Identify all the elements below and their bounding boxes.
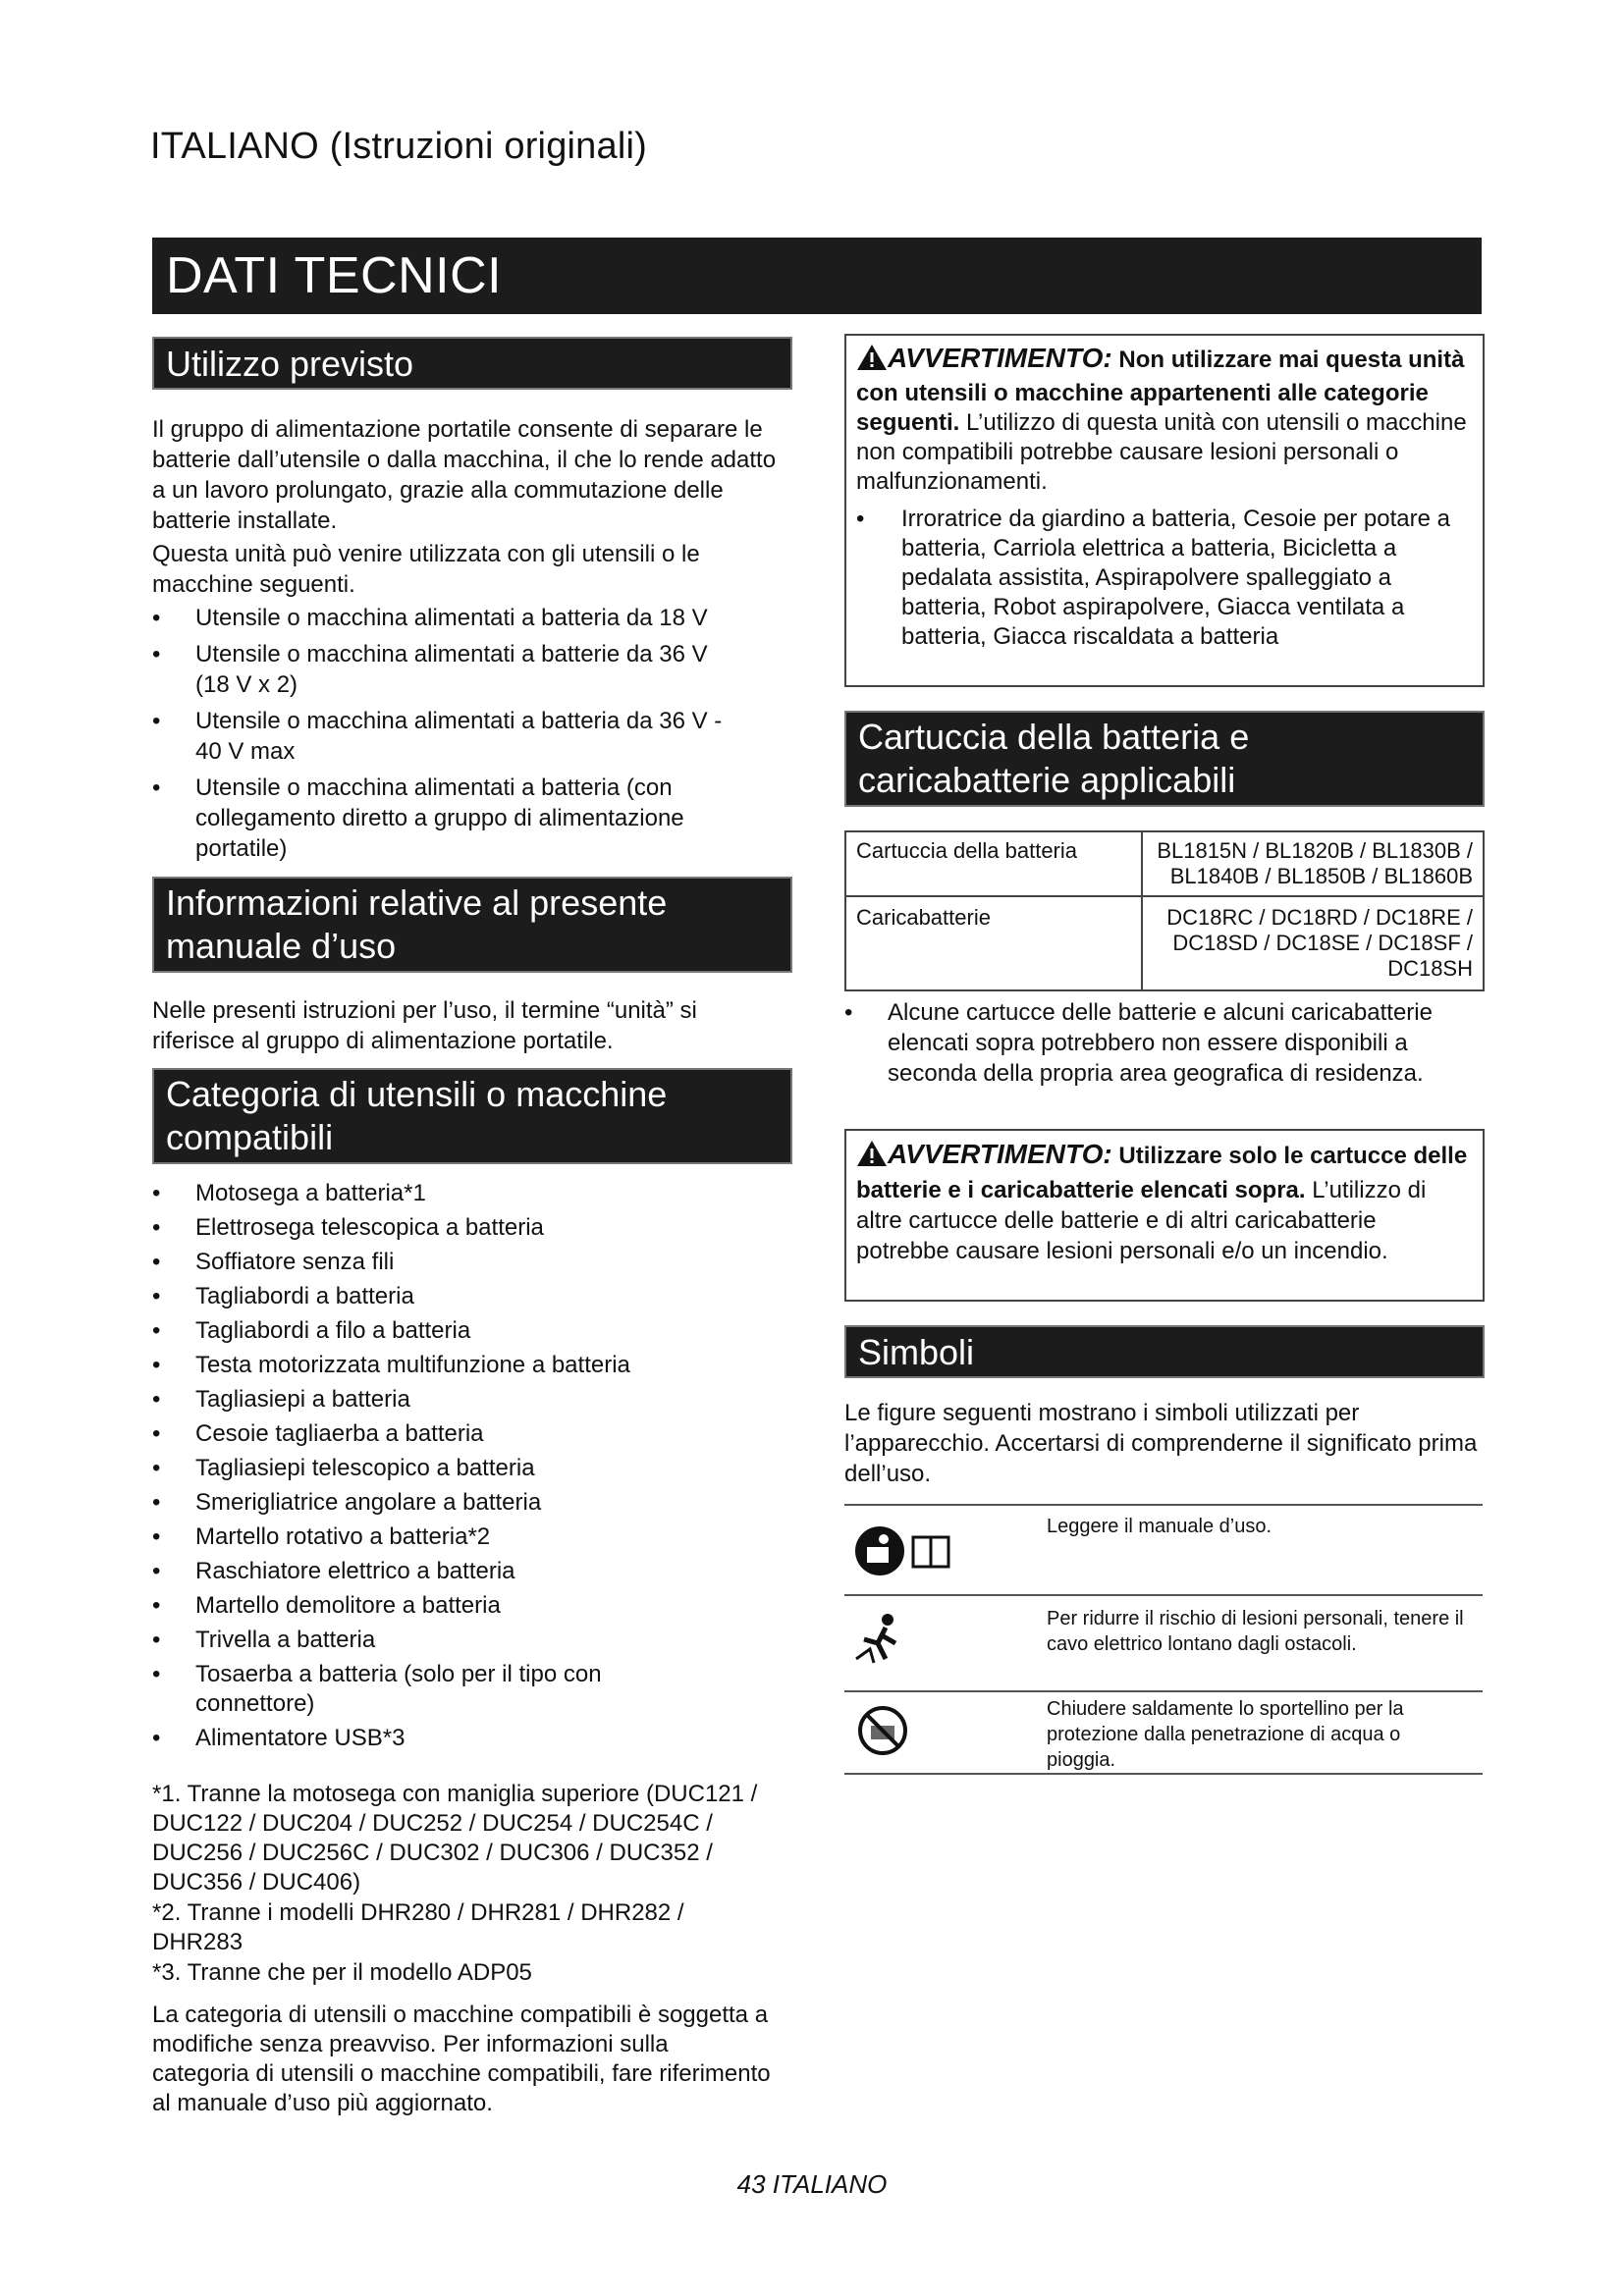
read-manual-icon [852, 1523, 990, 1583]
trip-hazard-icon [852, 1610, 911, 1674]
warning-icon [856, 344, 888, 379]
list-item: • Elettrosega telescopica a batteria [152, 1214, 544, 1241]
section-heading-simboli: Simboli [844, 1325, 1485, 1378]
list-item: • Utensile o macchina alimentati a batteria da 18 V [152, 605, 708, 631]
section-heading-info: Informazioni relative al presente manuale d’uso [152, 877, 792, 973]
list-item: • Cesoie tagliaerba a batteria [152, 1420, 484, 1447]
footnote-3: *3. Tranne che per il modello ADP05 [152, 1959, 532, 1986]
list-item: • Tagliabordi a filo a batteria [152, 1317, 471, 1344]
list-item: • Tagliasiepi telescopico a batteria [152, 1455, 535, 1481]
section-heading-utilizzo: Utilizzo previsto [152, 337, 792, 390]
table-row: Chiudere saldamente lo sportellino per la protezione dalla penetrazione di acqua o pioggia. [844, 1690, 1483, 1775]
list-item: • Alimentatore USB*3 [152, 1725, 406, 1751]
table-row: Per ridurre il rischio di lesioni personali, tenere il cavo elettrico lontano dagli ostacoli. [844, 1594, 1483, 1690]
page-footer: 43 ITALIANO [736, 2169, 888, 2199]
list-item: • Trivella a batteria [152, 1627, 376, 1653]
table-cell-label: Cartuccia della batteria [845, 831, 1142, 896]
list-item: • Tagliasiepi a batteria [152, 1386, 410, 1413]
list-item: • Raschiatore elettrico a batteria [152, 1558, 515, 1584]
list-item: • Tagliabordi a batteria [152, 1283, 414, 1309]
warning-icon [856, 1140, 888, 1175]
table-cell-value: DC18RC / DC18RD / DC18RE / DC18SD / DC18SE / DC18SF / DC18SH [1142, 896, 1484, 990]
battery-charger-table [844, 830, 1485, 991]
list-item: • Testa motorizzata multifunzione a batteria [152, 1352, 630, 1378]
categoria-closing-paragraph: La categoria di utensili o macchine compatibili è soggetta a modifiche senza preavviso. Per informazioni sulla categoria di utensili o macchine compatibili, fare riferimento al manuale d’uso più aggiornato. [152, 2002, 771, 2116]
table-cell-value: BL1815N / BL1820B / BL1830B / BL1840B / BL1850B / BL1860B [1142, 831, 1484, 896]
list-item: • Soffiatore senza fili [152, 1249, 395, 1275]
language-header: ITALIANO (Istruzioni originali) [150, 126, 647, 167]
section-heading-categoria: Categoria di utensili o macchine compatibili [152, 1068, 792, 1164]
utilizzo-paragraph-1: Il gruppo di alimentazione portatile consente di separare le batterie dall’utensile o dalla macchina, il che lo rende adatto a un lavoro prolungato, grazie alla commutazione delle batterie installate. [152, 416, 777, 534]
warning-box-1: AVVERTIMENTO: Non utilizzare mai questa unità con utensili o macchine appartenenti alle categorie seguenti. L’utilizzo di questa unità con utensili o macchine non compatibili potrebbe causare lesioni personali o malfunzionamenti. • Irroratrice da giardino a batteria, Cesoie per potare a batteria, Carriola elettrica a batteria, Bicicletta a pedalata assistita, Aspirapolvere spalleggiato a batteria, Robot aspirapolvere, Giacca ventilata a batteria, Giacca riscaldata a batteria [844, 334, 1485, 687]
no-rain-icon [856, 1704, 909, 1762]
list-item: • Utensile o macchina alimentati a batteria (con collegamento diretto a gruppo di alimentazione portatile) [152, 774, 684, 862]
table-cell-label: Caricabatterie [845, 896, 1142, 990]
list-item: • Martello rotativo a batteria*2 [152, 1523, 491, 1550]
info-paragraph: Nelle presenti istruzioni per l’uso, il termine “unità” si riferisce al gruppo di alimentazione portatile. [152, 997, 697, 1054]
footnote-1: *1. Tranne la motosega con maniglia superiore (DUC121 / DUC122 / DUC204 / DUC252 / DUC254 / DUC254C / DUC256 / DUC256C / DUC302 / DUC306 / DUC352 / DUC356 / DUC406) [152, 1781, 758, 1896]
categoria-list [152, 1179, 781, 1758]
table-row [845, 831, 1484, 896]
utilizzo-paragraph-2: Questa unità può venire utilizzata con gli utensili o le macchine seguenti. [152, 541, 700, 598]
cartuccia-note: • Alcune cartucce delle batterie e alcuni caricabatterie elencati sopra potrebbero non essere disponibili a seconda della propria area geografica di residenza. [844, 999, 1433, 1087]
list-item: • Utensile o macchina alimentati a batterie da 36 V (18 V x 2) [152, 641, 708, 698]
utilizzo-list [152, 603, 781, 870]
list-item: • Tosaerba a batteria (solo per il tipo con connettore) [152, 1661, 602, 1717]
warning-box-2: AVVERTIMENTO: Utilizzare solo le cartucce delle batterie e i caricabatterie elencati sopra. L’utilizzo di altre cartucce delle batterie e di altri caricabatterie potrebbe causare lesioni personali e/o un incendio. [844, 1129, 1485, 1302]
main-section-banner: DATI TECNICI [152, 238, 1482, 314]
table-row [845, 896, 1484, 990]
list-item: • Utensile o macchina alimentati a batteria da 36 V - 40 V max [152, 708, 723, 765]
list-item: • Martello demolitore a batteria [152, 1592, 501, 1619]
list-item: • Irroratrice da giardino a batteria, Cesoie per potare a batteria, Carriola elettrica a batteria, Bicicletta a pedalata assistita, Aspirapolvere spalleggiato a batteria, Robot aspirapolvere, Giacca ventilata a batteria, Giacca riscaldata a batteria [856, 506, 1450, 650]
simboli-intro: Le figure seguenti mostrano i simboli utilizzati per l’apparecchio. Accertarsi di comprenderne il significato prima dell’uso. [844, 1400, 1478, 1487]
footnote-2: *2. Tranne i modelli DHR280 / DHR281 / DHR282 / DHR283 [152, 1899, 684, 1955]
symbols-table [844, 1504, 1483, 1775]
list-item: • Smerigliatrice angolare a batteria [152, 1489, 542, 1516]
section-heading-cartuccia: Cartuccia della batteria e caricabatterie applicabili [844, 711, 1485, 807]
table-row: Leggere il manuale d’uso. [844, 1504, 1483, 1594]
list-item: • Motosega a batteria*1 [152, 1180, 426, 1206]
